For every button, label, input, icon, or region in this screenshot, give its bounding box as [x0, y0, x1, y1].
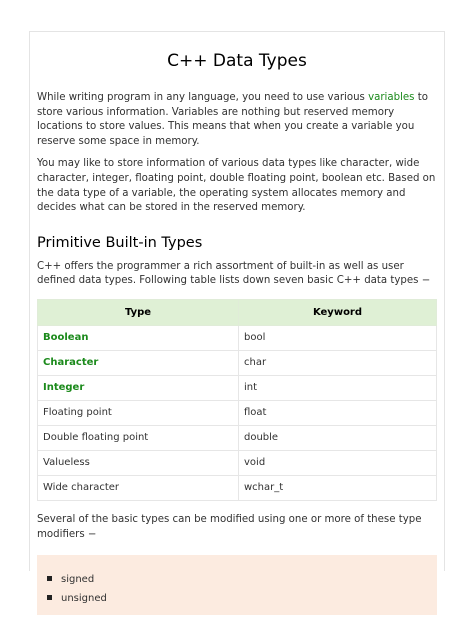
type-cell: Floating point — [38, 400, 239, 425]
section-heading: Primitive Built-in Types — [37, 234, 203, 251]
modifier-label: signed — [61, 574, 95, 586]
header-keyword: Keyword — [239, 299, 437, 325]
article-content — [30, 32, 444, 615]
modifiers-list — [37, 570, 437, 608]
keyword-cell: float — [239, 400, 437, 425]
intro-text-after: to store various information. Variables are nothing but reserved memory locations to store values. This means that when you create a variable you reserve some space in memory. — [37, 92, 428, 147]
variables-link[interactable]: variables — [368, 92, 415, 103]
article-page — [29, 31, 445, 605]
table-row — [38, 375, 437, 400]
table-row — [38, 325, 437, 350]
modifiers-paragraph: Several of the basic types can be modified using one or more of these type modifiers − — [37, 513, 422, 540]
keyword-cell: wchar_t — [239, 475, 437, 500]
keyword-cell: double — [239, 425, 437, 450]
type-cell: Double floating point — [38, 425, 239, 450]
type-cell: Character — [38, 350, 239, 375]
list-item — [47, 570, 437, 589]
keyword-cell: int — [239, 375, 437, 400]
modifiers-list-box — [37, 555, 437, 615]
data-types-paragraph: You may like to store information of various data types like character, wide character, integer, floating point, double floating point, boolean etc. Based on the data type of a variable, the operating system allocates memory and decides what can be stored in the reserved memory. — [37, 158, 436, 214]
table-header-row — [38, 299, 437, 325]
list-item — [47, 589, 437, 608]
type-cell: Wide character — [38, 475, 239, 500]
keyword-cell: char — [239, 350, 437, 375]
table-row — [38, 425, 437, 450]
page-title: C++ Data Types — [167, 51, 307, 71]
data-types-table — [37, 299, 437, 501]
header-type: Type — [38, 299, 239, 325]
table-intro-paragraph: C++ offers the programmer a rich assortment of built-in as well as user defined data types. Following table lists down seven basic C++ data types − — [37, 260, 431, 287]
type-cell: Boolean — [38, 325, 239, 350]
keyword-cell: bool — [239, 325, 437, 350]
modifier-label: unsigned — [61, 593, 107, 605]
table-row — [38, 475, 437, 500]
table-row — [38, 400, 437, 425]
square-bullet-icon — [47, 595, 52, 600]
type-cell: Valueless — [38, 450, 239, 475]
table-row — [38, 350, 437, 375]
intro-paragraph — [37, 91, 437, 149]
keyword-cell: void — [239, 450, 437, 475]
table-row — [38, 450, 437, 475]
square-bullet-icon — [47, 576, 52, 581]
type-cell: Integer — [38, 375, 239, 400]
intro-text-before: While writing program in any language, you need to use various — [37, 92, 369, 103]
